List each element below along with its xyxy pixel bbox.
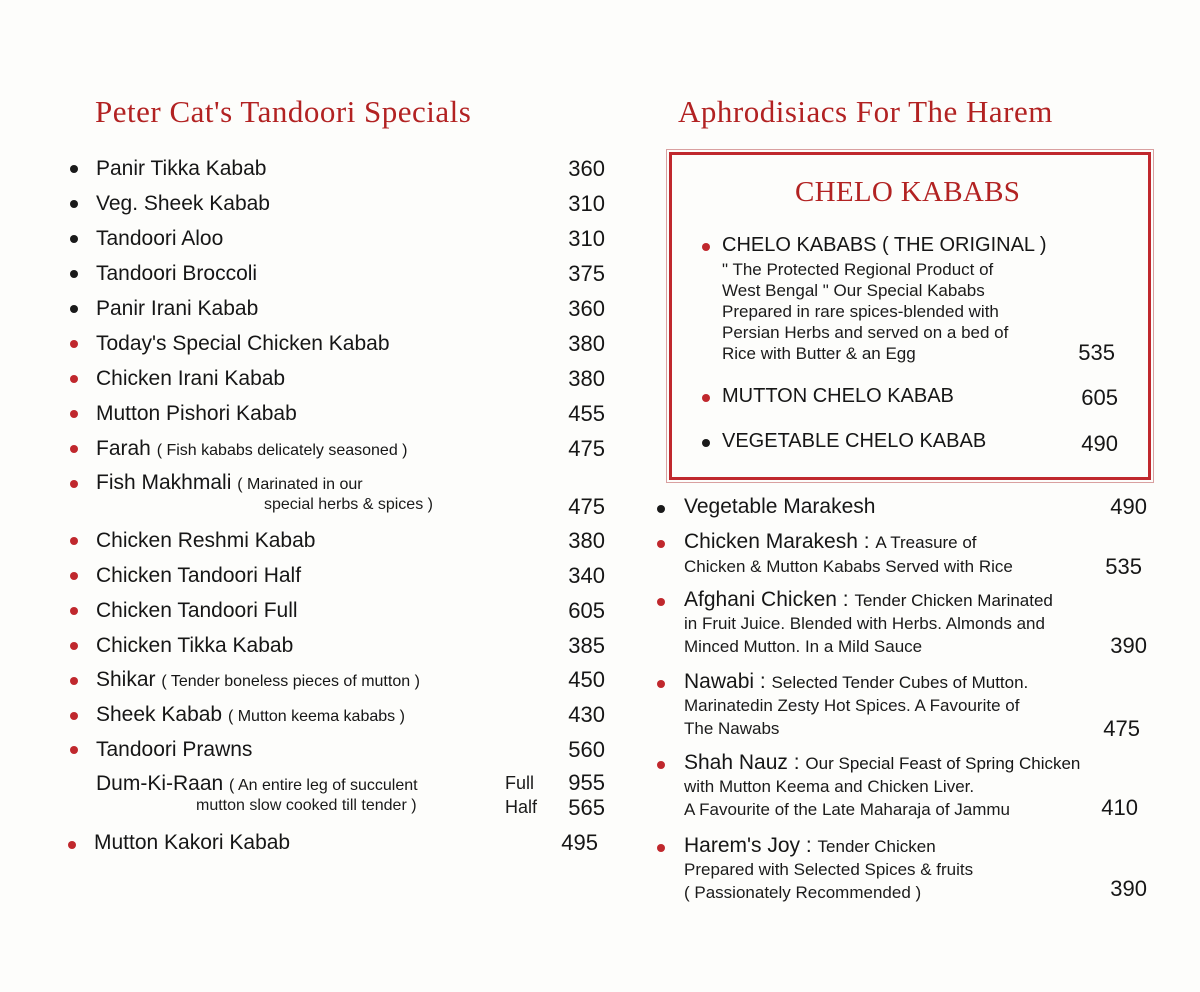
bullet-icon [70,375,78,383]
menu-item-description: A Favourite of the Late Maharaja of Jammu [684,800,1011,819]
menu-item-description: ( An entire leg of succulent [229,777,418,794]
menu-item-description: mutton slow cooked till tender ) [196,797,417,814]
menu-item-name: Tandoori Prawns [96,738,253,761]
menu-item-name: Chicken Tikka Kabab [96,634,294,657]
bullet-icon [70,607,78,615]
menu-item-description: Marinatedin Zesty Hot Spices. A Favourite of [684,696,1020,715]
menu-item-description: Selected Tender Cubes of Mutton. [771,673,1029,692]
menu-item-price: 450 [568,667,605,692]
menu-item-row [96,772,418,796]
chelo-item-description: West Bengal " Our Special Kababs [722,281,985,300]
menu-item-price: 410 [1101,795,1138,820]
menu-item-name: Tandoori Broccoli [96,262,258,285]
chelo-item-name: VEGETABLE CHELO KABAB [722,430,987,452]
bullet-icon [70,200,78,208]
bullet-icon [70,572,78,580]
bullet-icon [70,537,78,545]
menu-item-price: 605 [568,598,605,623]
menu-item-description: A Treasure of [875,533,977,552]
menu-item-description: special herbs & spices ) [264,496,433,513]
menu-item-description: Prepared with Selected Spices & fruits [684,860,974,879]
menu-item-name: Today's Special Chicken Kabab [96,332,390,355]
bullet-icon [702,243,710,251]
menu-item-name: Chicken Irani Kabab [96,367,286,390]
bullet-icon [702,394,710,402]
menu-item-name: Chicken Tandoori Full [96,599,298,622]
menu-item-price: 455 [568,401,605,426]
menu-item-price: 380 [568,366,605,391]
menu-item-price: 390 [1110,876,1147,901]
bullet-icon [70,677,78,685]
menu-item-name: Mutton Pishori Kabab [96,402,297,425]
chelo-item-price: 605 [1081,385,1118,410]
menu-item-price: 475 [568,436,605,461]
bullet-icon [657,540,665,548]
menu-item-price: 380 [568,528,605,553]
bullet-icon [70,305,78,313]
bullet-icon [70,746,78,754]
chelo-item-description: Persian Herbs and served on a bed of [722,323,1009,342]
menu-item-price: 375 [568,261,605,286]
menu-item-description: The Nawabs [684,719,780,738]
menu-item-name: Panir Irani Kabab [96,297,259,320]
tandoori-specials-title: Peter Cat's Tandoori Specials [95,94,472,129]
menu-item-price: 475 [1103,716,1140,741]
menu-item-description: with Mutton Keema and Chicken Liver. [684,777,975,796]
menu-item-description: ( Passionately Recommended ) [684,883,922,902]
bullet-icon [657,598,665,606]
menu-item-price: 385 [568,633,605,658]
menu-item-name: Veg. Sheek Kabab [96,192,270,215]
chelo-item-description: Rice with Butter & an Egg [722,344,916,363]
menu-item-price: 430 [568,702,605,727]
bullet-icon [70,712,78,720]
bullet-icon [657,680,665,688]
menu-item-row [96,668,420,692]
menu-item-description: Our Special Feast of Spring Chicken [805,754,1081,773]
menu-item-name: Shikar [96,668,156,691]
bullet-icon [70,270,78,278]
menu-item-name: Chicken Tandoori Half [96,564,302,587]
menu-item-row [684,670,1028,694]
menu-item-price: 490 [1110,494,1147,519]
menu-item-description: Minced Mutton. In a Mild Sauce [684,637,923,656]
menu-item-row [684,530,977,554]
menu-item-name: Dum-Ki-Raan [96,772,224,795]
menu-item-row [684,834,936,858]
menu-item-name: Mutton Kakori Kabab [94,831,291,854]
menu-item-name: Sheek Kabab [96,703,223,726]
menu-item-row [96,471,363,495]
menu-item-row [96,437,408,461]
bullet-icon [68,841,76,849]
chelo-item-name: MUTTON CHELO KABAB [722,385,954,407]
menu-item-name: Chicken Marakesh : [684,530,870,553]
bullet-icon [657,761,665,769]
menu-item-description: ( Mutton keema kababs ) [227,708,405,725]
chelo-item-description: Prepared in rare spices-blended with [722,302,999,321]
menu-item-price: 475 [568,494,605,519]
menu-item-description: Tender Chicken Marinated [854,591,1053,610]
bullet-icon [70,410,78,418]
menu-item-price: 390 [1110,633,1147,658]
menu-item-name: Vegetable Marakesh [684,495,876,518]
bullet-icon [702,439,710,447]
portion-label-half: Half [505,797,538,817]
menu-item-name: Tandoori Aloo [96,227,224,250]
chelo-item-price: 490 [1081,431,1118,456]
menu-item-price: 535 [1105,554,1142,579]
chelo-item-name: CHELO KABABS ( THE ORIGINAL ) [722,234,1047,256]
bullet-icon [70,642,78,650]
menu-item-row [96,703,405,727]
chelo-kababs-title: CHELO KABABS [795,176,1021,208]
bullet-icon [70,165,78,173]
bullet-icon [657,844,665,852]
menu-item-description: ( Marinated in our [237,476,363,493]
bullet-icon [70,445,78,453]
menu-item-description: Tender Chicken [817,837,936,856]
menu-item-row [684,751,1080,775]
menu-item-name: Fish Makhmali [96,471,232,494]
menu-item-name: Panir Tikka Kabab [96,157,267,180]
menu-item-price: 380 [568,331,605,356]
chelo-item-price: 535 [1078,340,1115,365]
menu-item-price: 360 [568,296,605,321]
menu-item-description: ( Fish kababs delicately seasoned ) [156,442,408,459]
bullet-icon [657,505,665,513]
menu-item-price-half: 565 [568,795,605,820]
menu-item-price-full: 955 [568,770,605,795]
aphrodisiacs-title: Aphrodisiacs For The Harem [678,94,1053,129]
portion-label-full: Full [505,773,535,793]
menu-item-name: Nawabi : [684,670,766,693]
menu-item-name: Farah [96,437,151,460]
bullet-icon [70,235,78,243]
menu-item-description: ( Tender boneless pieces of mutton ) [161,673,420,690]
menu-item-price: 310 [568,191,605,216]
menu-item-price: 310 [568,226,605,251]
menu-item-price: 360 [568,156,605,181]
menu-item-name: Chicken Reshmi Kabab [96,529,316,552]
menu-item-description: Chicken & Mutton Kababs Served with Rice [684,557,1013,576]
bullet-icon [70,480,78,488]
chelo-item-description: " The Protected Regional Product of [722,260,994,279]
menu-item-name: Afghani Chicken : [684,588,849,611]
menu-item-row [684,588,1053,612]
menu-item-price: 340 [568,563,605,588]
bullet-icon [70,340,78,348]
menu-item-price: 495 [561,830,598,855]
menu-item-name: Harem's Joy : [684,834,812,857]
menu-item-price: 560 [568,737,605,762]
menu-item-description: in Fruit Juice. Blended with Herbs. Almonds and [684,614,1045,633]
menu-item-name: Shah Nauz : [684,751,800,774]
